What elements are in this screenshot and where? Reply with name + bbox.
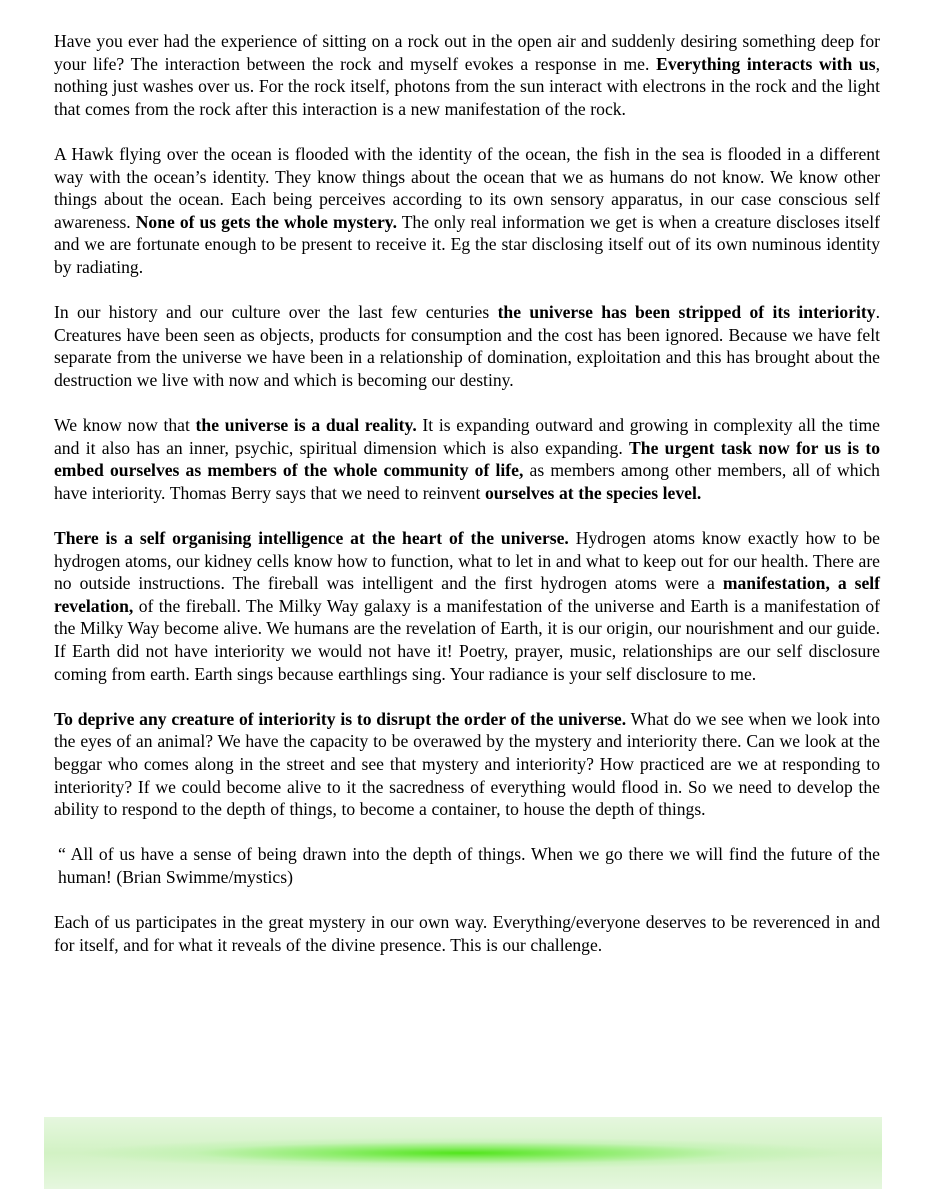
paragraph-hawk-ocean <box>54 143 880 279</box>
bold-text-run: manifestation, a self revelation, <box>54 573 881 616</box>
paragraph-rock-interaction <box>54 30 880 120</box>
document-body <box>54 30 880 979</box>
text-run: A Hawk flying over the ocean is flooded with the identity of the ocean, the fish in the sea is flooded in a different way with the ocean’s identity. They know things about the ocean that we as humans do not know. We know other things about the ocean. Each being perceives according to its own sensory apparatus, in our case conscious self awareness. <box>54 143 880 232</box>
text-run: Hydrogen atoms know exactly how to be hydrogen atoms, our kidney cells know how to function, what to let in and what to keep out for our health. There are no outside instructions. The fireball was intelligent and the first hydrogen atoms were a <box>54 528 880 594</box>
text-run: , nothing just washes over us. For the rock itself, photons from the sun interact with electrons in the rock and the light that comes from the rock after this interaction is a new manifestation of the rock. <box>54 53 881 119</box>
text-run: Have you ever had the experience of sitting on a rock out in the open air and suddenly desiring something deep for your life? The interaction between the rock and myself evokes a response in me. <box>54 31 880 74</box>
paragraph-quote <box>54 843 880 888</box>
paragraph-stripped-interiority <box>54 301 880 391</box>
paragraph-deprive-interiority <box>54 708 880 821</box>
bold-text-run: None of us gets the whole mystery. <box>135 211 397 232</box>
text-run: of the fireball. The Milky Way galaxy is a manifestation of the universe and Earth is a manifestation of the Milky Way become alive. We humans are the revelation of Earth, it is our origin, our nourishment and our guide. If Earth did not have interiority we would not have it! Poetry, prayer, music, relationships are our self disclosure coming from earth. Earth sings because earthlings sing. Your radiance is your self disclosure to me. <box>54 595 880 684</box>
text-run: . Creatures have been seen as objects, products for consumption and the cost has been ignored. Because we have felt separate from the universe we have been in a relationship of domination, exploitation and this has brought about the destruction we live with now and which is becoming our destiny. <box>54 302 880 390</box>
paragraph-dual-reality <box>54 414 880 504</box>
bold-text-run: ourselves at the species level. <box>484 482 702 503</box>
text-run: We know now that <box>54 415 196 436</box>
bold-text-run: the universe is a dual reality. <box>195 415 417 436</box>
text-run: as members among other members, all of which have interiority. Thomas Berry says that we need to reinvent <box>54 460 880 503</box>
paragraph-self-organising-intelligence <box>54 527 880 685</box>
paragraph-challenge <box>54 911 880 956</box>
text-run: What do we see when we look into the eyes of an animal? We have the capacity to be overawed by the mystery and interiority there. Can we look at the beggar who comes along in the street and see that mystery and interiority? How practiced are we at responding to interiority? If we could become alive to it the sacredness of everything would flood in. So we need to develop the ability to respond to the depth of things, to become a container, to house the depth of things. <box>54 708 880 820</box>
text-run: The only real information we get is when a creature discloses itself and we are fortunate enough to be present to receive it. Eg the star disclosing itself out of its own numinous identity by radiating. <box>54 211 880 277</box>
text-run: It is expanding outward and growing in complexity all the time and it also has an inner, psychic, spiritual dimension which is also expanding. <box>54 415 880 458</box>
text-run: “ All of us have a sense of being drawn into the depth of things. When we go there we will find the future of the human! (Brian Swimme/mystics) <box>58 844 880 887</box>
bold-text-run: the universe has been stripped of its interiority <box>497 302 876 323</box>
bold-text-run: To deprive any creature of interiority is to disrupt the order of the universe. <box>54 708 627 729</box>
text-run: Each of us participates in the great mystery in our own way. Everything/everyone deserves to be reverenced in and for itself, and for what it reveals of the divine presence. This is our challenge. <box>54 912 880 955</box>
bold-text-run: Everything interacts with us <box>656 53 876 74</box>
bold-text-run: The urgent task now for us is to embed ourselves as members of the whole community of life, <box>54 437 880 481</box>
bold-text-run: There is a self organising intelligence at the heart of the universe. <box>54 528 569 549</box>
text-run: In our history and our culture over the last few centuries <box>54 302 498 323</box>
decorative-green-gradient-band <box>44 1117 882 1189</box>
